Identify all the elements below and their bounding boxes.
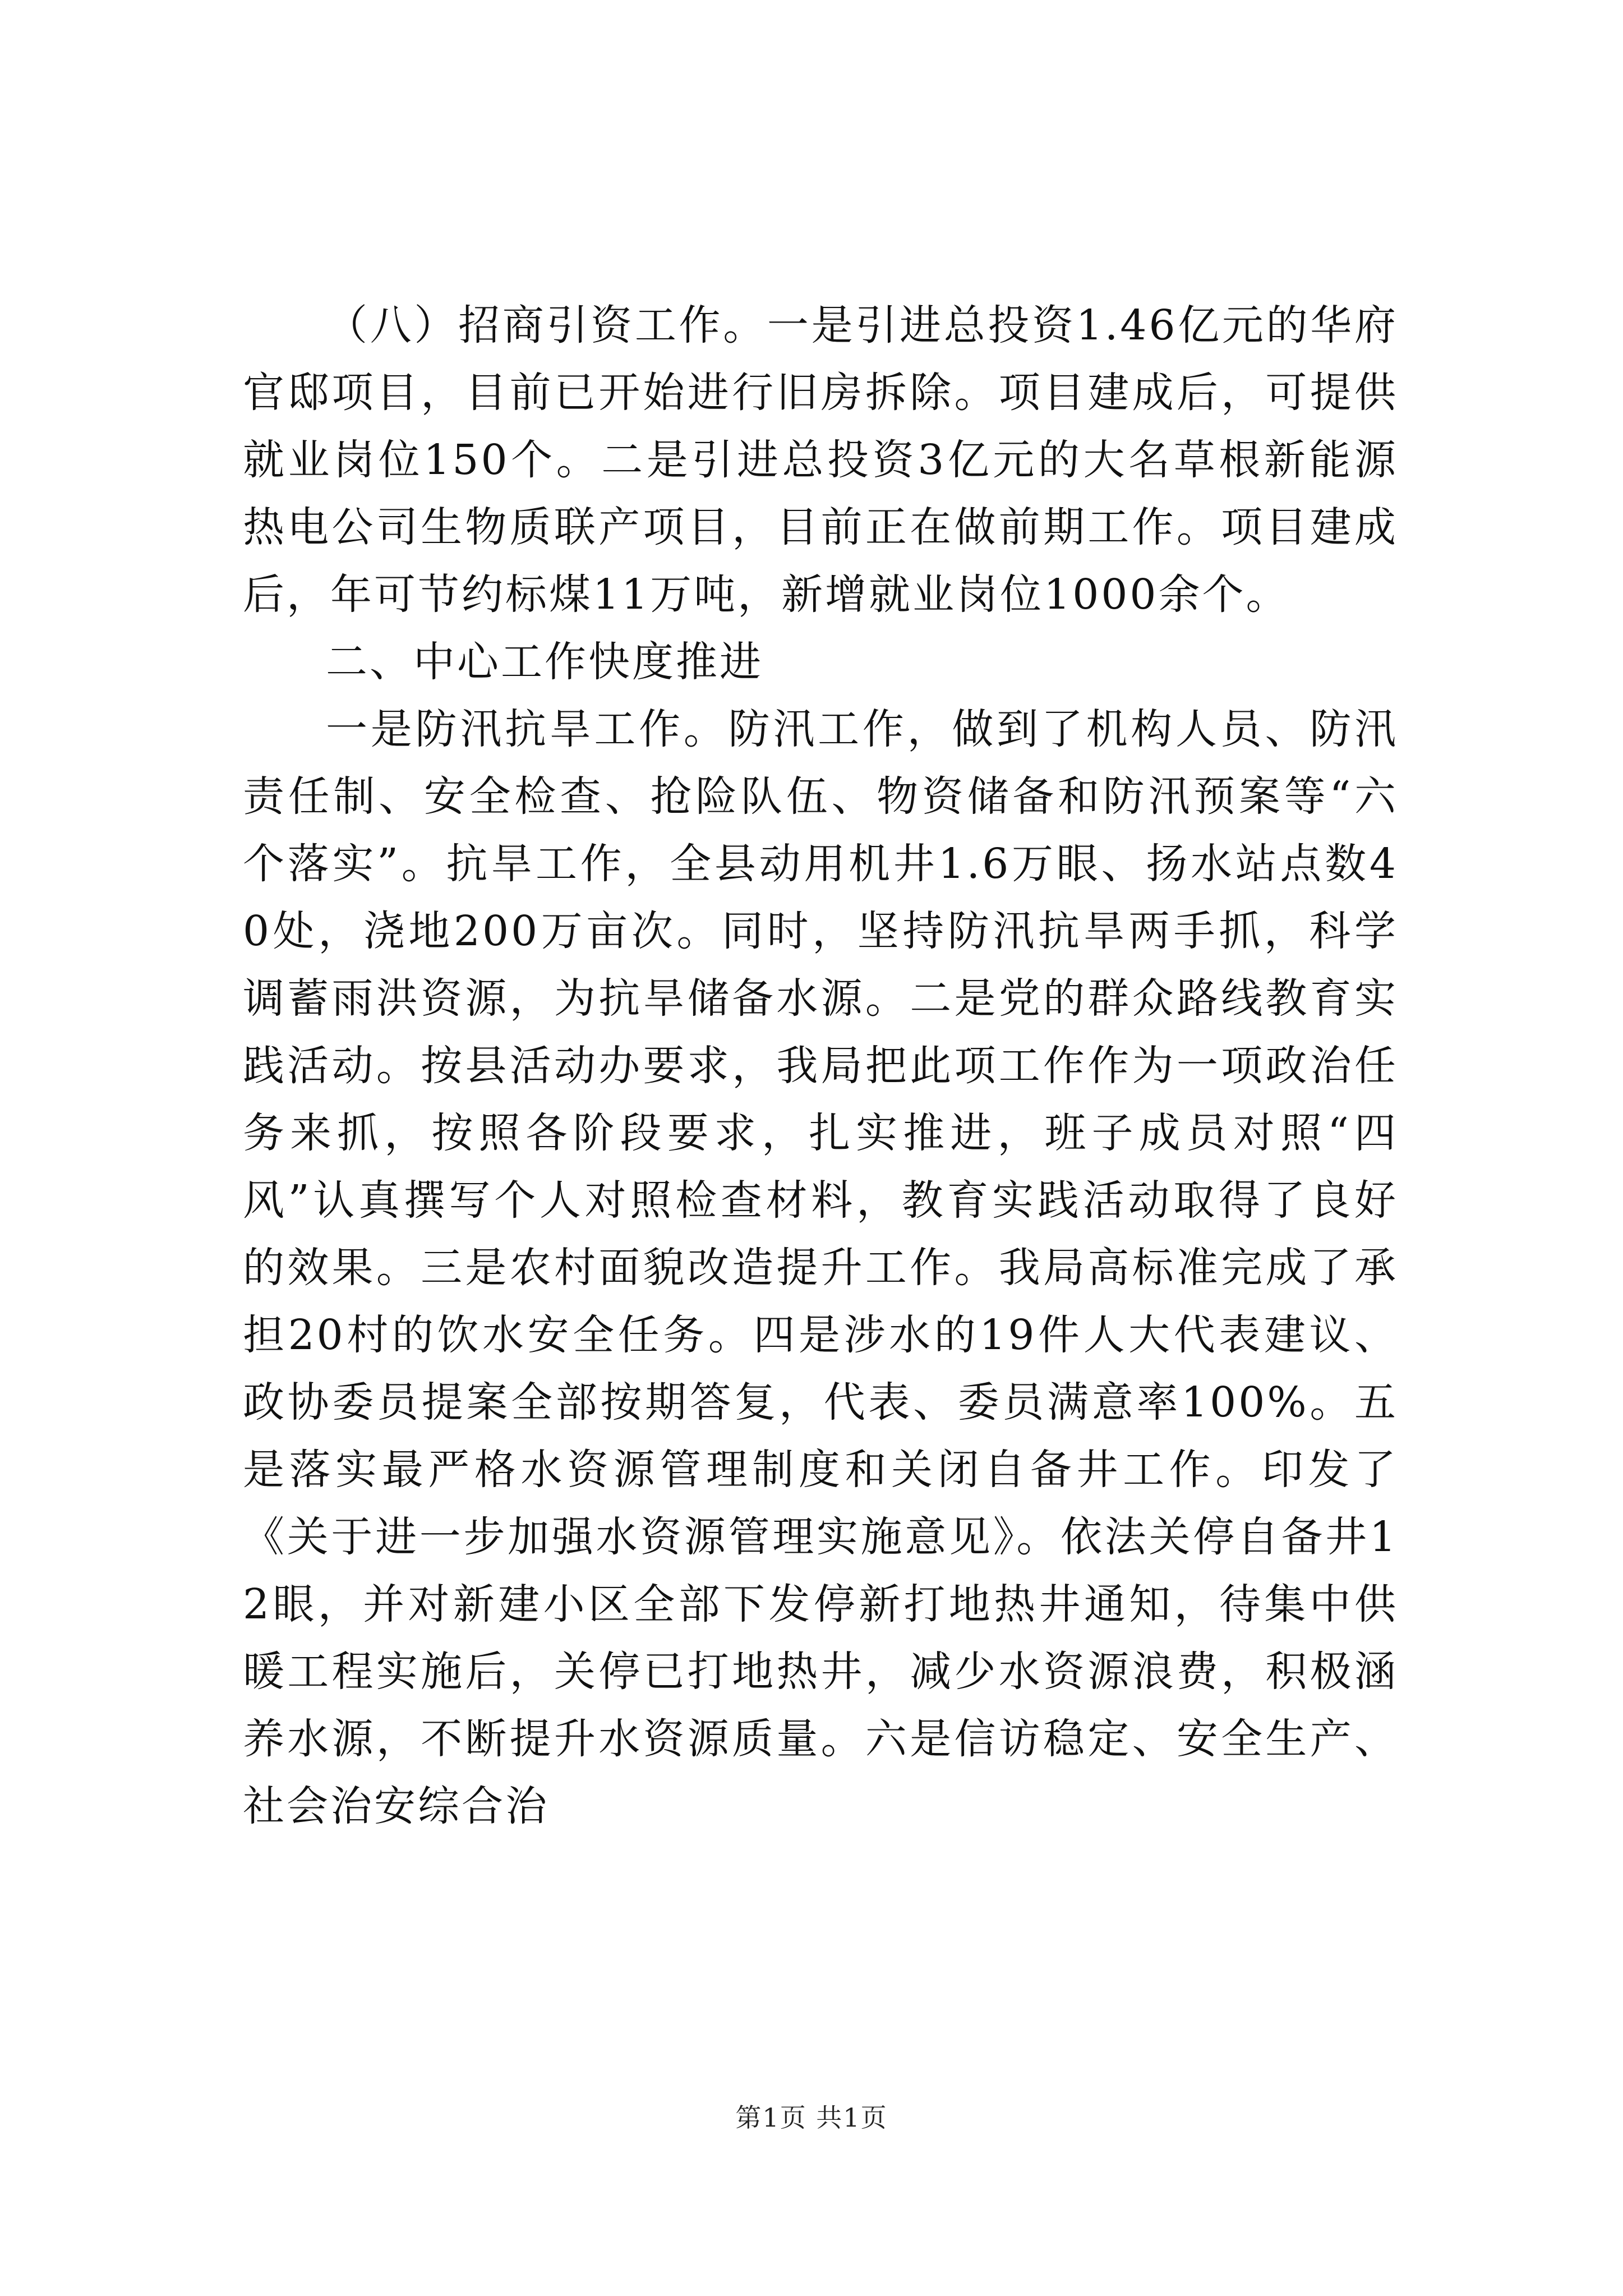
paragraph-investment: （八）招商引资工作。一是引进总投资1.46亿元的华府官邸项目，目前已开始进行旧房拆除。项目建成后，可提供就业岗位150个。二是引进总投资3亿元的大名草根新能源热电公司生物质联产项目，目前正在做前期工作。项目建成后，年可节约标煤11万吨，新增就业岗位1000余个。 [243,301,1398,619]
paragraph-central-work: 一是防汛抗旱工作。防汛工作，做到了机构人员、防汛责任制、安全检查、抢险队伍、物资储备和防汛预案等“六个落实”。抗旱工作，全县动用机井1.6万眼、扬水站点数40处，浇地200万亩次。同时，坚持防汛抗旱两手抓，科学调蓄雨洪资源，为抗旱储备水源。二是党的群众路线教育实践活动。按县活动办要求，我局把此项工作作为一项政治任务来抓，按照各阶段要求，扎实推进，班子成员对照“四风”认真撰写个人对照检查材料，教育实践活动取得了良好的效果。三是农村面貌改造提升工作。我局高标准完成了承担20村的饮水安全任务。四是涉水的19件人大代表建议、政协委员提案全部按期答复，代表、委员满意率100%。五是落实最严格水资源管理制度和关闭自备井工作。印发了《关于进一步加强水资源管理实施意见》。依法关停自备井12眼，并对新建小区全部下发停新打地热井通知，待集中供暖工程实施后，关停已打地热井，减少水资源浪费，积极涵养水源，不断提升水资源质量。六是信访稳定、安全生产、社会治安综合治 [243,705,1398,1830]
section-heading: 二、中心工作快度推进 [326,638,763,686]
document-body [243,292,1398,1840]
page-footer: 第1页 共1页 [735,2102,888,2133]
